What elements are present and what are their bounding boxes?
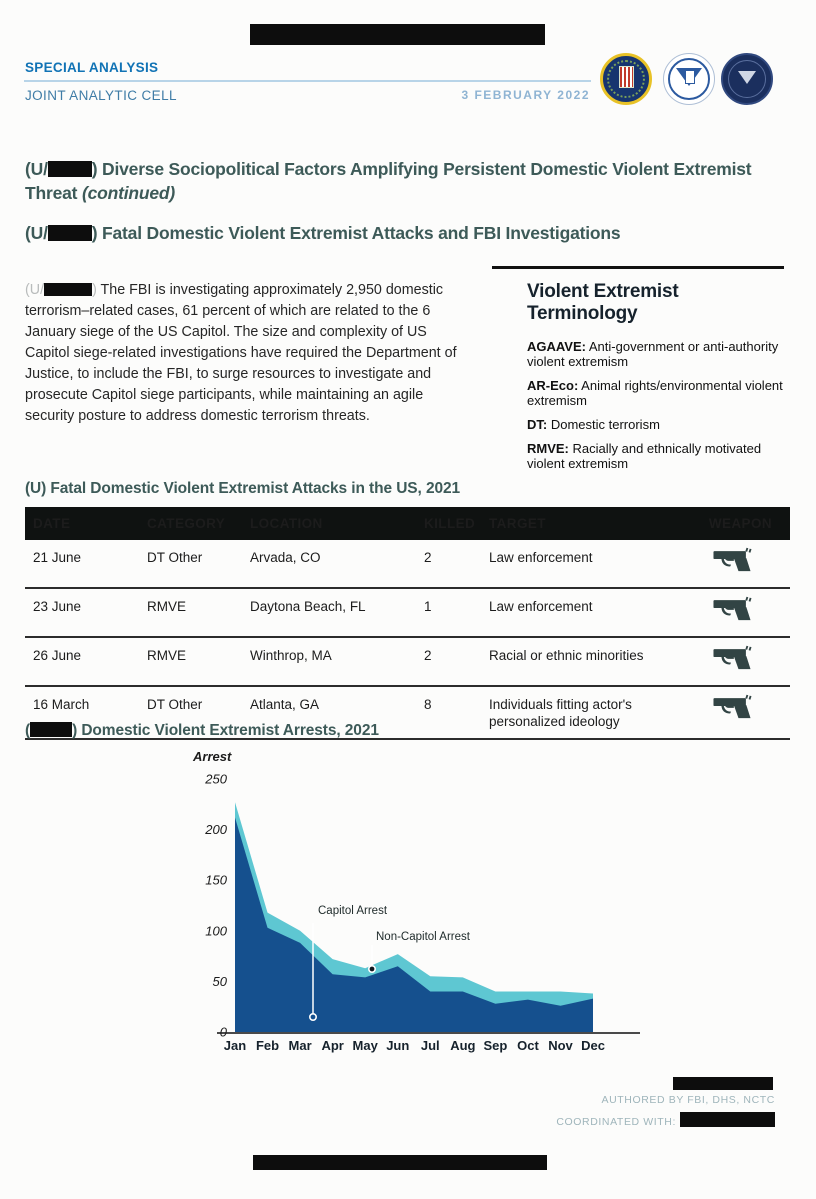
- cell-loc: Arvada, CO: [250, 550, 321, 565]
- redaction-inline: [44, 283, 92, 296]
- x-tick-label: Jun: [386, 1038, 410, 1053]
- coordinated-with-label: COORDINATED WITH:: [556, 1116, 676, 1128]
- sidebar-title: Violent Extremist Terminology: [527, 281, 679, 324]
- cell-tgt: Racial or ethnic minorities: [489, 648, 644, 663]
- x-tick-label: Sep: [483, 1038, 508, 1053]
- redaction-bar-footer: [673, 1077, 773, 1090]
- cell-date: 26 June: [33, 648, 82, 663]
- terminology-sidebar: [492, 266, 784, 480]
- classification-marking: (U/: [25, 159, 48, 179]
- cell-weapon: [687, 647, 782, 670]
- attacks-table-body: [25, 540, 790, 740]
- cell-loc: Winthrop, MA: [250, 648, 332, 663]
- dhs-seal-shield: [685, 70, 695, 84]
- continued-note: (continued): [81, 182, 176, 203]
- terminology-term: AR-Eco:: [527, 377, 579, 393]
- handgun-icon: [712, 596, 752, 621]
- cell-cat: DT Other: [147, 550, 203, 565]
- x-tick-label: Mar: [288, 1038, 312, 1053]
- sidebar-top-rule: [492, 266, 784, 269]
- capitol-annotation-dot: [310, 1014, 316, 1020]
- terminology-item: AR-Eco: Animal rights/environmental violent extremism: [527, 377, 783, 408]
- cell-tgt: Law enforcement: [489, 550, 593, 565]
- cell-loc: Daytona Beach, FL: [250, 599, 366, 614]
- column-header-date: DATE: [33, 516, 71, 531]
- chart-heading: [25, 722, 379, 740]
- redaction-inline: [48, 225, 92, 241]
- handgun-icon: [712, 547, 752, 572]
- main-title-text: Diverse Sociopolitical Factors Amplifying Persistent Domestic Violent Extremist Threat: [25, 159, 752, 203]
- cell-kill: 2: [424, 648, 432, 663]
- redaction-inline: [30, 722, 72, 737]
- cell-date: 16 March: [33, 697, 90, 712]
- cell-weapon: [687, 598, 782, 621]
- handgun-icon: [712, 694, 752, 719]
- authored-by-line: AUTHORED BY FBI, DHS, NCTC: [601, 1094, 775, 1106]
- cell-cat: RMVE: [147, 599, 187, 614]
- classification-marking: ): [92, 282, 101, 299]
- coordinated-with-line: [425, 1112, 775, 1128]
- y-tick-label: 150: [205, 872, 227, 888]
- column-header-killed: KILLED: [424, 516, 476, 531]
- cell-kill: 8: [424, 697, 432, 712]
- odni-seal-eagle: [738, 71, 756, 84]
- x-tick-label: Jul: [420, 1038, 440, 1053]
- cell-tgt: Individuals fitting actor's personalized ideology: [489, 697, 632, 729]
- x-tick-label: Jan: [223, 1038, 247, 1053]
- cell-loc: Atlanta, GA: [250, 697, 320, 712]
- cell-weapon: [687, 549, 782, 572]
- y-tick-label: 200: [205, 822, 227, 838]
- redaction-inline: [680, 1112, 775, 1127]
- fbi-seal-shield: [619, 66, 634, 88]
- x-tick-label: Oct: [517, 1038, 539, 1053]
- cell-kill: 2: [424, 550, 432, 565]
- header-divider: [24, 80, 591, 82]
- body-paragraph-text: The FBI is investigating approximately 2,950 domestic terrorism–related cases, 61 percent of which are related to the 6 January siege of the US Capitol. The size and complexity of US Capitol siege-related investigations have required the Department of Justice, to include the FBI, to surge resources to investigate and prosecute Capitol siege participants, while maintaining an agile security posture to address domestic terrorism threats.: [25, 282, 457, 425]
- column-header-target: TARGET: [489, 516, 546, 531]
- annotation-non-capitol-arrest: Non-Capitol Arrest: [376, 931, 470, 943]
- section-title: [25, 222, 787, 246]
- x-tick-label: May: [352, 1038, 378, 1053]
- cell-date: 23 June: [33, 599, 82, 614]
- issuing-org: JOINT ANALYTIC CELL: [25, 88, 177, 103]
- cell-date: 21 June: [33, 550, 82, 565]
- fbi-seal-icon: [600, 53, 652, 105]
- terminology-item: RMVE: Racially and ethnically motivated violent extremism: [527, 440, 762, 471]
- cell-tgt: Law enforcement: [489, 599, 593, 614]
- classification-marking: ): [91, 159, 103, 179]
- cell-kill: 1: [424, 599, 432, 614]
- dhs-seal-icon: [663, 53, 715, 105]
- attacks-table-header: [25, 507, 790, 540]
- section-title-text: Fatal Domestic Violent Extremist Attacks and FBI Investigations: [102, 223, 621, 243]
- y-tick-label: 0: [219, 1024, 227, 1040]
- y-axis-label: Arrest: [193, 749, 232, 764]
- chart-heading-text: Domestic Violent Extremist Arrests, 2021: [81, 722, 379, 739]
- document-date: 3 FEBRUARY 2022: [461, 88, 590, 102]
- classification-marking: ): [72, 722, 82, 739]
- x-tick-label: Feb: [255, 1038, 280, 1053]
- cell-cat: DT Other: [147, 697, 203, 712]
- y-tick-label: 250: [205, 771, 227, 787]
- redaction-bar-bottom: [253, 1155, 547, 1170]
- classification-marking: (U/: [25, 282, 45, 299]
- terminology-item: AGAAVE: Anti-government or anti-authority violent extremism: [527, 338, 779, 369]
- main-title: [25, 158, 787, 205]
- table-row: [25, 638, 790, 687]
- terminology-term: RMVE:: [527, 440, 569, 456]
- odni-seal-icon: [721, 53, 773, 105]
- classification-marking: ): [91, 223, 103, 243]
- table-row: [25, 540, 790, 589]
- terminology-term: DT:: [527, 416, 548, 432]
- column-header-location: LOCATION: [250, 516, 323, 531]
- x-tick-label: Nov: [548, 1038, 573, 1053]
- x-tick-label: Dec: [581, 1038, 605, 1053]
- attacks-table-title: (U) Fatal Domestic Violent Extremist Attacks in the US, 2021: [25, 480, 461, 497]
- terminology-item: DT: Domestic terrorism: [527, 416, 660, 432]
- table-row: [25, 589, 790, 638]
- redaction-inline: [48, 161, 92, 177]
- annotation-capitol-arrest: Capitol Arrest: [318, 905, 388, 917]
- terminology-term: AGAAVE:: [527, 338, 586, 354]
- body-paragraph: [25, 280, 475, 427]
- document-kicker: SPECIAL ANALYSIS: [25, 60, 159, 75]
- arrests-area-chart: [185, 745, 655, 1060]
- cell-weapon: [687, 696, 782, 719]
- y-tick-label: 100: [205, 923, 227, 939]
- attacks-table: [25, 507, 790, 740]
- classification-marking: (: [25, 722, 31, 739]
- handgun-icon: [712, 645, 752, 670]
- x-tick-label: Aug: [450, 1038, 476, 1053]
- arrests-chart-svg: [185, 745, 655, 1060]
- terminology-list: [492, 339, 784, 471]
- cell-cat: RMVE: [147, 648, 187, 663]
- column-header-weapon: WEAPON: [708, 516, 772, 531]
- y-tick-label: 50: [212, 973, 227, 989]
- x-tick-label: Apr: [321, 1038, 344, 1053]
- non-capitol-annotation-dot: [369, 966, 375, 972]
- classification-marking: (U/: [25, 223, 48, 243]
- column-header-category: CATEGORY: [147, 516, 226, 531]
- redaction-bar-top: [250, 24, 545, 45]
